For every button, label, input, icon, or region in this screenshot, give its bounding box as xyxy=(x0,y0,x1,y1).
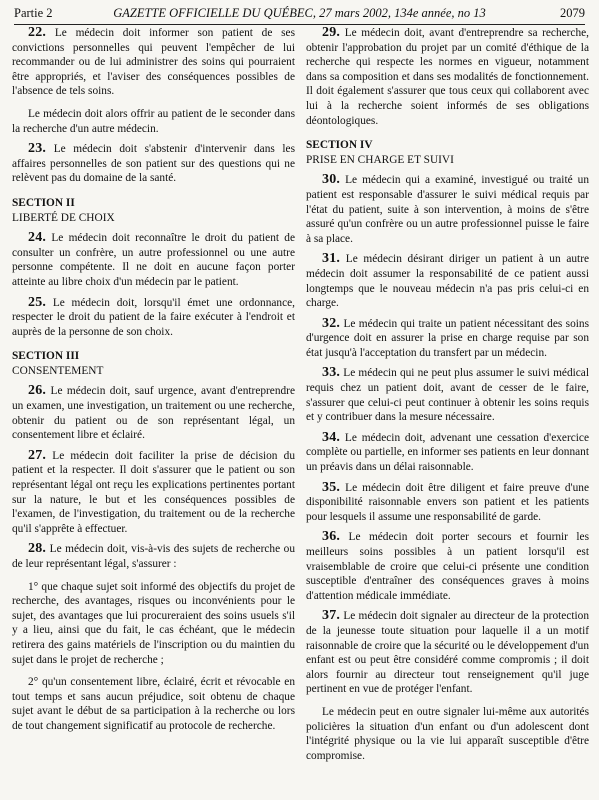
article-24 xyxy=(12,231,295,289)
article-28-item-1: 1° que chaque sujet soit informé des objectifs du projet de recherche, des avantages, risques ou inconvénients pour le sujet, des avantages que lui procureraient des soins usuels s'il y a lieu, ainsi que du fait, le cas échéant, que le médecin retirera des gains matériels de l'inscription ou du maintien du sujet dans le projet de recherche ; xyxy=(12,580,295,666)
article-text: Le médecin qui traite un patient nécessitant des soins d'urgence doit en assurer la prise en charge requise par son état jusqu'à l'acceptation du transfert par un médecin. xyxy=(306,317,589,359)
section-title: LIBERTÉ DE CHOIX xyxy=(12,211,115,224)
section-2-heading xyxy=(12,196,295,225)
page-number: 2079 xyxy=(560,6,585,20)
article-number: 31. xyxy=(322,251,341,267)
article-25 xyxy=(12,296,295,340)
section-number: SECTION IV xyxy=(306,139,373,152)
article-text: Le médecin doit reconnaître le droit du patient de consulter un confrère, un autre professionnel ou une autre personne compétente. Il ne doit en aucune façon porter atteinte au libre choix d'un médecin par le patient. xyxy=(12,232,295,288)
article-number: 36. xyxy=(322,529,341,545)
part-label: Partie 2 xyxy=(14,6,53,20)
section-number: SECTION III xyxy=(12,350,80,363)
article-number: 27. xyxy=(28,447,47,463)
section-3-heading xyxy=(12,349,295,378)
article-text: Le médecin doit, lorsqu'il émet une ordonnance, respecter le droit du patient de la faire exécuter à l'endroit et auprès de la personne de son choix. xyxy=(12,296,295,338)
article-37 xyxy=(306,609,589,697)
article-text: Le médecin doit, vis-à-vis des sujets de recherche ou de leur représentant légal, s'assurer : xyxy=(12,543,295,570)
article-22 xyxy=(12,26,295,99)
article-number: 25. xyxy=(28,294,47,310)
article-number: 24. xyxy=(28,230,47,246)
gazette-title: GAZETTE OFFICIELLE DU QUÉBEC, 27 mars 2002, 134e année, no 13 xyxy=(113,6,486,20)
article-30 xyxy=(306,173,589,246)
section-number: SECTION II xyxy=(12,196,75,209)
right-column xyxy=(306,26,589,763)
article-28-item-2: 2° qu'un consentement libre, éclairé, écrit et révocable en tout temps et sans aucun préjudice, soit obtenu de chaque sujet avant le début de sa participation à la recherche ou lors de tout changement significatif au protocole de recherche. xyxy=(12,676,295,732)
article-number: 35. xyxy=(322,479,341,495)
article-22-paragraph-2: Le médecin doit alors offrir au patient de le seconder dans la recherche d'un autre médecin. xyxy=(12,107,295,135)
article-28 xyxy=(12,542,295,571)
article-23 xyxy=(12,142,295,186)
article-text: Le médecin doit porter secours et fournir les meilleurs soins possibles à un patient lorsqu'il est vraisemblable de croire que celui-ci présente une condition susceptible d'entraîner des conséquences graves à moins d'attention médicale immédiate. xyxy=(306,531,589,602)
article-33 xyxy=(306,366,589,424)
article-32 xyxy=(306,317,589,361)
article-text: Le médecin doit signaler au directeur de la protection de la jeunesse toute situation pour laquelle il a un motif raisonnable de croire que la sécurité ou le développement d'un enfant est ou peut être considéré comme compromis ; il doit alors fournir au directeur tout renseignement qu'il juge pertinent en vue de protéger l'enfant. xyxy=(306,610,589,696)
article-text: Le médecin qui ne peut plus assumer le suivi médical requis chez un patient doit, avant de cesser de le faire, s'assurer que celui-ci peut continuer à obtenir les soins requis et y contribuer dans la mesure nécessaire. xyxy=(306,367,589,424)
article-number: 30. xyxy=(322,172,341,188)
article-number: 32. xyxy=(322,315,341,331)
section-title: PRISE EN CHARGE ET SUIVI xyxy=(306,153,454,166)
section-4-heading xyxy=(306,138,589,167)
article-number: 34. xyxy=(322,429,341,445)
article-37-paragraph-2: Le médecin peut en outre signaler lui-même aux autorités policières la situation d'un enfant ou d'un adolescent dont l'intégrité physique ou la vie lui apparaît susceptible d'être compromise. xyxy=(306,705,589,762)
article-number: 26. xyxy=(28,383,47,399)
article-text: Le médecin doit, sauf urgence, avant d'entreprendre un examen, une investigation, un traitement ou une recherche, obtenir du patient ou de son représentant légal, un consentement libre et éclairé. xyxy=(12,385,295,442)
article-text: Le médecin doit s'abstenir d'intervenir dans les affaires personnelles de son patient sur des questions qui ne relèvent pas du domaine de la santé. xyxy=(12,143,296,185)
article-34 xyxy=(306,431,589,475)
article-text: Le médecin qui a examiné, investigué ou traité un patient est responsable d'assurer le suivi médical requis par l'état du patient, suite à son intervention, à moins de s'être assuré qu'un confrère ou un autre professionnel puisse le faire à sa place. xyxy=(306,174,589,245)
article-text: Le médecin doit, avant d'entreprendre sa recherche, obtenir l'approbation du projet par un comité d'éthique de la recherche qui respecte les normes en vigueur, notamment dans sa composition et dans ses modalités de fonctionnement. Il doit également s'assurer que tous ceux qui collaborent avec lui à la recherche soient informés de ses obligations déontologiques. xyxy=(306,27,590,127)
article-text: Le médecin doit informer son patient de ses convictions personnelles qui peuvent l'empêcher de lui recommander ou de lui administrer des soins qui pourraient être appropriés, et l'aviser des conséquences possibles de l'absence de tels soins. xyxy=(12,27,295,98)
article-text: Le médecin doit, advenant une cessation d'exercice complète ou partielle, en informer ses patients en leur donnant un préavis dans un délai raisonnable. xyxy=(306,431,590,474)
article-27 xyxy=(12,449,295,537)
article-36 xyxy=(306,530,589,603)
article-number: 23. xyxy=(28,141,47,157)
article-text: Le médecin doit faciliter la prise de décision du patient et la respecter. Il doit s'assurer que le patient ou son représentant légal ont reçu les explications pertinentes portant sur la nature, le but et les conséquences possibles de l'examen, de l'investigation, du traitement ou de la recherche qu'il s'apprête à effectuer. xyxy=(12,449,295,535)
article-text: Le médecin doit être diligent et faire preuve d'une disponibilité raisonnable envers son patient et les patients pour lesquels il assume une responsabilité de garde. xyxy=(306,481,589,523)
article-26 xyxy=(12,384,295,442)
article-text: Le médecin désirant diriger un patient à un autre médecin doit assumer la responsabilité de ce patient aussi longtemps que le nouveau médecin n'a pas pris celui-ci en charge. xyxy=(306,253,590,310)
article-35 xyxy=(306,481,589,525)
article-31 xyxy=(306,252,589,310)
header-rule xyxy=(14,24,585,25)
article-number: 28. xyxy=(28,541,47,557)
section-title: CONSENTEMENT xyxy=(12,364,104,377)
left-column xyxy=(12,26,295,734)
article-number: 29. xyxy=(322,25,341,40)
article-29 xyxy=(306,26,589,128)
article-number: 33. xyxy=(322,365,341,381)
article-number: 22. xyxy=(28,25,47,40)
article-number: 37. xyxy=(322,608,341,624)
